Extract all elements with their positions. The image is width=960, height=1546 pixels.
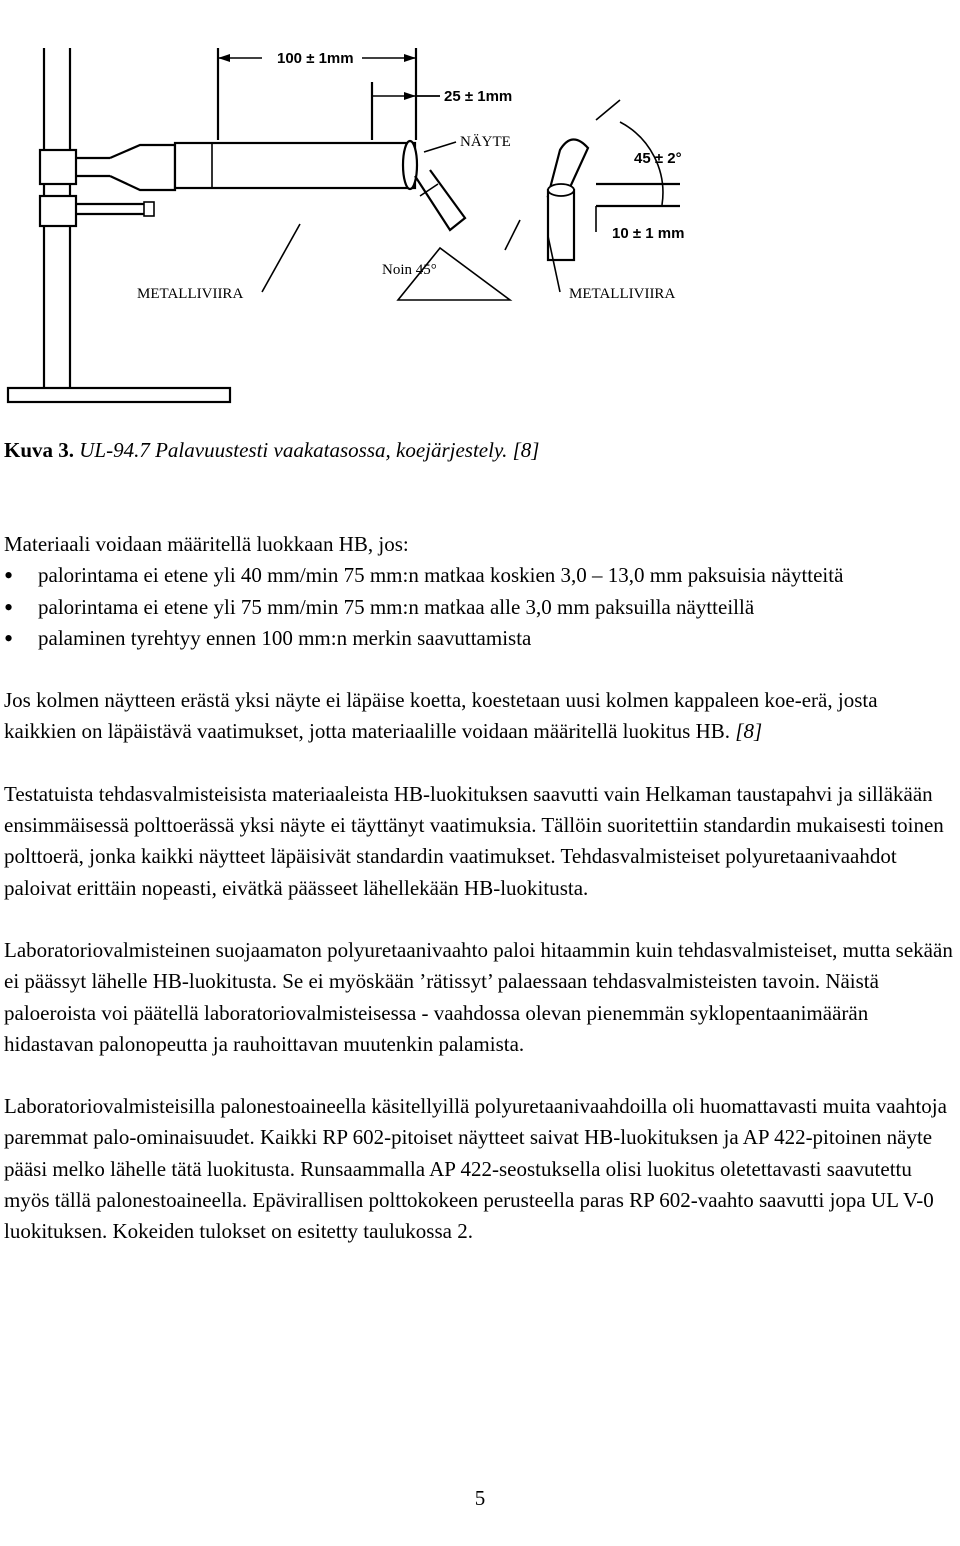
list-item: • palaminen tyrehtyy ennen 100 mm:n merkin saavuttamista — [4, 623, 954, 654]
reference: [8] — [735, 719, 763, 744]
paragraph: Testatuista tehdasvalmisteisista materiaaleista HB-luokituksen saavutti vain Helkaman taustapahvi ja silläkään ensimmäisessä polttoerässä yksi näyte ei täyttänyt vaatimuksia. Tällöin suoritettiin standardin mukaisesti toinen polttoerä, jonka kaikki näytteet läpäisivät standardin vaatimukset. Tehdasvalmisteiset polyuretaanivaahdot paloivat erittäin nopeasti, eivätkä päässeet lähellekään HB-luokitusta. — [4, 781, 944, 900]
angle-45-2-label: 45 ± 2° — [634, 150, 682, 167]
wire-support-arm — [76, 202, 154, 216]
wire-gauze — [262, 220, 560, 300]
sample-label: NÄYTE — [460, 134, 511, 150]
noin-45-label: Noin 45° — [382, 262, 437, 278]
body-text — [4, 529, 954, 1248]
paragraph: Laboratoriovalmisteinen suojaamaton polyuretaanivaahto paloi hitaammin kuin tehdasvalmisteiset, mutta sekään ei päässyt lähelle HB-luokitusta. Se ei myöskään ’rätissyt’ palaessaan tehdasvalmisteisten tavoin. Näistä paloeroista voi päätellä laboratoriovalmisteisessa - vaahdossa olevan pienemmän syklopentaanimäärän hidastavan palonopeutta ja rauhoittavan muutenkin palamista. — [4, 937, 953, 1056]
figure-caption — [4, 438, 539, 463]
dimension-25-label: 25 ± 1mm — [444, 88, 513, 105]
list-item: • palorintama ei etene yli 40 mm/min 75 mm:n matkaa koskien 3,0 – 13,0 mm paksuisia näytteitä — [4, 560, 954, 591]
dimension-100-label: 100 ± 1mm — [277, 50, 354, 67]
specimen-holder — [76, 141, 417, 190]
paragraph — [4, 685, 954, 748]
burner — [415, 170, 465, 230]
ring-stand — [8, 48, 230, 402]
list-item: • palorintama ei etene yli 75 mm/min 75 mm:n matkaa alle 3,0 mm paksuilla näytteillä — [4, 592, 954, 623]
wire-left-label: METALLIVIIRA — [137, 286, 244, 302]
paragraph: Laboratoriovalmisteisilla palonestoaineella käsitellyillä polyuretaanivaahdoilla oli huomattavasti muita vaahtoja paremmat palo-ominaisuudet. Kaikki RP 602-pitoiset näytteet saivat HB-luokituksen ja AP 422-pitoinen näyte pääsi melko lähelle tätä luokitusta. Runsaammalla AP 422-seostuksella olisi luokitus oletettavasti saavutettu myös tällä palonestoaineella. Epävirallisen polttokokeen perusteella paras RP 602-vaahto saavutti jopa UL V-0 luokituksen. Kokeiden tulokset on esitetty taulukossa 2. — [4, 1094, 947, 1244]
test-setup-figure — [0, 0, 960, 420]
intro-paragraph: Materiaali voidaan määritellä luokkaan HB, jos: — [4, 532, 409, 556]
paragraph-text: Jos kolmen näytteen erästä yksi näyte ei läpäise koetta, koestetaan uusi kolmen kappaleen koe-erä, josta kaikkien on läpäistävä vaatimukset, jotta materiaalille voidaan määritellä luokitus HB. — [4, 688, 878, 744]
side-detail — [548, 100, 684, 260]
wire-right-label: METALLIVIIRA — [569, 286, 676, 302]
dimension-100mm — [218, 48, 416, 140]
dimension-10-label: 10 ± 1 mm — [612, 225, 685, 242]
caption-number: Kuva 3. — [4, 438, 75, 462]
dimension-25mm — [372, 82, 512, 140]
criteria-list — [4, 560, 954, 654]
page-number: 5 — [474, 1486, 486, 1510]
caption-text: UL-94.7 Palavuustesti vaakatasossa, koejärjestely. [8] — [79, 438, 540, 462]
